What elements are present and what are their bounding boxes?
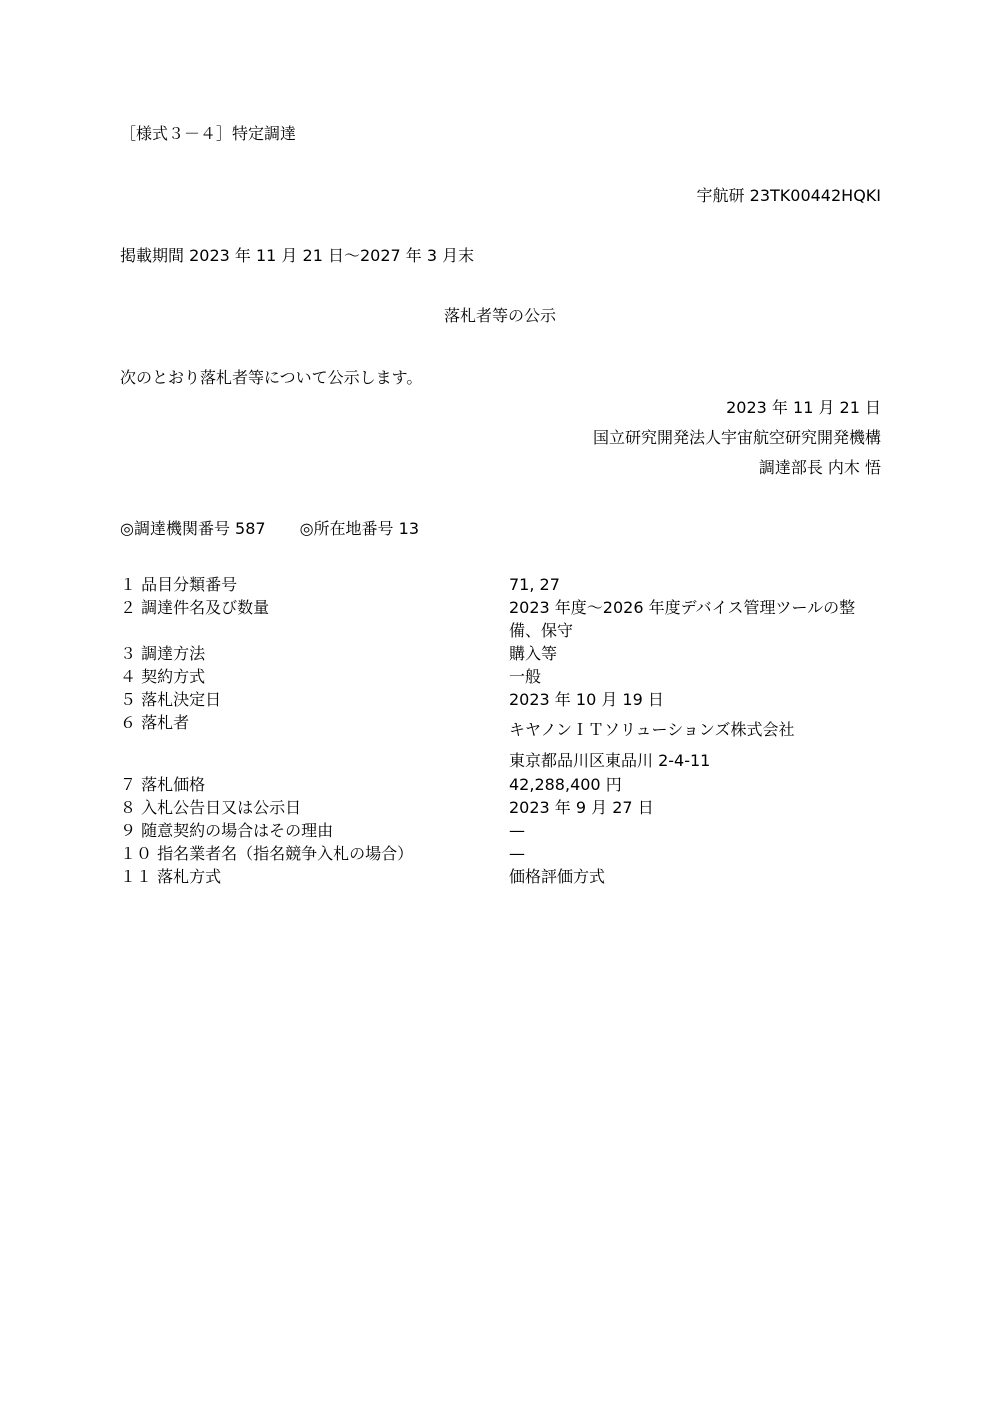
item-label-10: １０ 指名業者名（指名競争入札の場合）: [120, 844, 414, 863]
item-value-4: 一般: [509, 667, 542, 686]
item-label-3: ３ 調達方法: [120, 644, 206, 663]
item-value-11: 価格評価方式: [509, 867, 606, 886]
issuer-organization: 国立研究開発法人宇宙航空研究開発機構: [592, 428, 881, 447]
item-label-9: ９ 随意契約の場合はその理由: [120, 821, 334, 840]
intro-text: 次のとおり落札者等について公示します。: [120, 368, 423, 387]
item-value-5: 2023 年 10 月 19 日: [509, 690, 664, 709]
posting-period: 掲載期間 2023 年 11 月 21 日～2027 年 3 月末: [120, 246, 475, 265]
item-value-7: 42,288,400 円: [509, 775, 622, 794]
item-label-11: １１ 落札方式: [120, 867, 222, 886]
item-label-5: ５ 落札決定日: [120, 690, 222, 709]
item-label-2: ２ 調達件名及び数量: [120, 598, 270, 617]
page-title: 落札者等の公示: [443, 306, 556, 325]
item-value-6-address: 東京都品川区東品川 2-4-11: [509, 751, 711, 770]
item-label-7: ７ 落札価格: [120, 775, 206, 794]
item-value-6: キヤノンＩＴソリューションズ株式会社: [509, 720, 795, 739]
procurement-codes: [120, 519, 419, 539]
item-value-2: 2023 年度～2026 年度デバイス管理ツールの整: [509, 598, 856, 617]
document-number: 宇航研 23TK00442HQKI: [696, 186, 881, 205]
item-label-1: １ 品目分類番号: [120, 575, 238, 594]
location-code: ◎所在地番号 13: [299, 519, 420, 538]
item-label-4: ４ 契約方式: [120, 667, 206, 686]
form-label: ［様式３－４］特定調達: [120, 124, 297, 143]
item-value-1: 71, 27: [509, 575, 560, 594]
item-value-8: 2023 年 9 月 27 日: [509, 798, 654, 817]
item-value-3: 購入等: [509, 644, 558, 663]
item-value-10: —: [509, 844, 525, 863]
item-label-6: ６ 落札者: [120, 713, 190, 732]
issuer-official: 調達部長 内木 悟: [758, 458, 881, 477]
item-value-9: —: [509, 821, 525, 840]
item-value-2-cont: 備、保守: [509, 621, 574, 640]
agency-code: ◎調達機関番号 587: [120, 519, 266, 538]
issue-date: 2023 年 11 月 21 日: [726, 398, 881, 417]
item-label-8: ８ 入札公告日又は公示日: [120, 798, 302, 817]
